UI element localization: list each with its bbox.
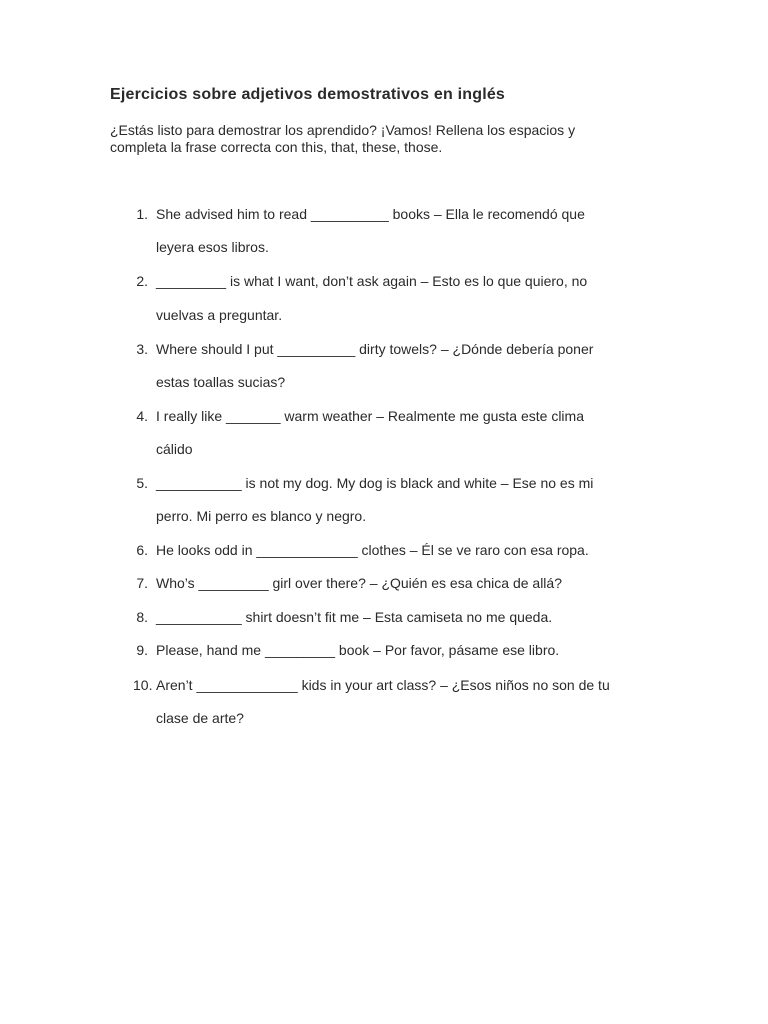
exercise-text-line-1: _________ is what I want, don’t ask again – Esto es lo que quiero, no [156,273,588,289]
exercise-number: 6. [136,542,148,558]
exercise-text-line-1: Please, hand me _________ book – Por favor, pásame ese libro. [156,642,560,658]
exercise-text-line-1: I really like _______ warm weather – Realmente me gusta este clima [156,408,584,424]
exercise-text-line-2: clase de arte? [156,710,244,726]
exercise-number: 10. [133,677,153,693]
exercise-text-line-2: estas toallas sucias? [156,374,286,390]
exercise-text-line-1: She advised him to read __________ books – Ella le recomendó que [156,206,585,222]
intro-line-2: completa la frase correcta con this, that, these, those. [110,139,443,155]
exercise-text-line-2: leyera esos libros. [156,239,269,255]
exercise-text-line-1: ___________ is not my dog. My dog is black and white – Ese no es mi [156,475,594,491]
exercise-number: 8. [136,609,148,625]
exercise-text-line-2: perro. Mi perro es blanco y negro. [156,508,367,524]
exercise-number: 4. [136,408,148,424]
exercise-text-line-1: Where should I put __________ dirty towels? – ¿Dónde debería poner [156,341,594,357]
intro-line-1: ¿Estás listo para demostrar los aprendido? ¡Vamos! Rellena los espacios y [110,122,576,138]
exercise-number: 2. [136,273,148,289]
exercise-number: 9. [136,642,148,658]
exercise-number: 7. [136,575,148,591]
exercise-text-line-1: Aren’t _____________ kids in your art class? – ¿Esos niños no son de tu [156,677,610,693]
exercise-number: 1. [136,206,148,222]
exercise-text-line-1: He looks odd in _____________ clothes – Él se ve raro con esa ropa. [156,542,589,558]
exercise-text-line-1: Who’s _________ girl over there? – ¿Quién es esa chica de allá? [156,575,562,591]
exercise-text-line-1: ___________ shirt doesn’t fit me – Esta camiseta no me queda. [156,609,553,625]
exercise-text-line-2: cálido [156,441,193,457]
exercise-number: 5. [136,475,148,491]
exercise-text-line-2: vuelvas a preguntar. [156,307,283,323]
page-title: Ejercicios sobre adjetivos demostrativos en inglés [110,86,506,103]
intro-paragraph [110,122,650,156]
exercise-number: 3. [136,341,148,357]
